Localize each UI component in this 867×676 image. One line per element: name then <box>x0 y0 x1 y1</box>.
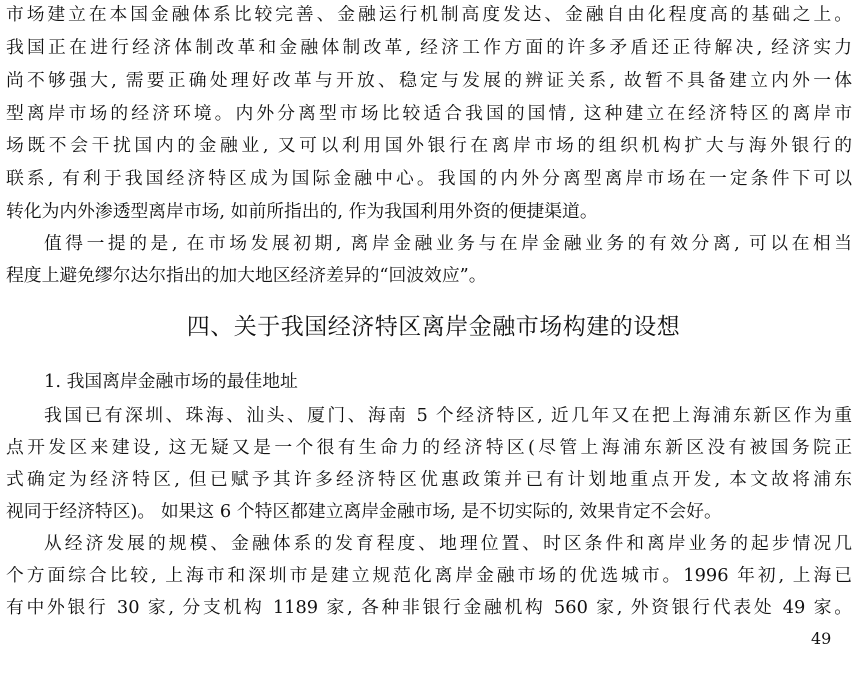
paragraph-line: 我国正在进行经济体制改革和金融体制改革, 经济工作方面的许多矛盾还正待解决, 经济实力 <box>6 37 852 58</box>
paragraph-line: 型离岸市场的经济环境。内外分离型市场比较适合我国的国情, 这种建立在经济特区的离岸市 <box>6 103 852 124</box>
paragraph-line: 尚不够强大, 需要正确处理好改革与开放、稳定与发展的辨证关系, 故暂不具备建立内外一体 <box>6 70 852 91</box>
subsection-heading: 1. 我国离岸金融市场的最佳地址 <box>44 371 298 392</box>
paragraph-line: 式确定为经济特区, 但已赋予其许多经济特区优惠政策并已有计划地重点开发, 本文故将浦东 <box>6 469 852 490</box>
paragraph-line: 我国已有深圳、珠海、汕头、厦门、海南 5 个经济特区, 近几年又在把上海浦东新区作为重 <box>44 405 852 426</box>
paragraph-line: 值得一提的是, 在市场发展初期, 离岸金融业务与在岸金融业务的有效分离, 可以在相当 <box>44 233 852 254</box>
paragraph-line: 市场建立在本国金融体系比较完善、金融运行机制高度发达、金融自由化程度高的基础之上。 <box>6 4 852 25</box>
paragraph-line: 程度上避免缪尔达尔指出的加大地区经济差异的“回波效应”。 <box>6 265 487 286</box>
paragraph-line: 联系, 有利于我国经济特区成为国际金融中心。我国的内外分离型离岸市场在一定条件下可以 <box>6 168 852 189</box>
paragraph-line: 有中外银行 30 家, 分支机构 1189 家, 各种非银行金融机构 560 家, 外资银行代表处 49 家。 <box>6 597 852 618</box>
paragraph-line: 场既不会干扰国内的金融业, 又可以利用国外银行在离岸市场的组织机构扩大与海外银行的 <box>6 135 852 156</box>
page-number: 49 <box>811 629 832 648</box>
paragraph-line: 个方面综合比较, 上海市和深圳市是建立规范化离岸金融市场的优选城市。1996 年初, 上海已 <box>6 565 852 586</box>
paragraph-line: 转化为内外渗透型离岸市场, 如前所指出的, 作为我国利用外资的便捷渠道。 <box>6 201 598 222</box>
section-heading: 四、关于我国经济特区离岸金融市场构建的设想 <box>186 314 681 340</box>
paragraph-line: 视同于经济特区)。 如果这 6 个特区都建立离岸金融市场, 是不切实际的, 效果肯定不会好。 <box>6 501 722 522</box>
paragraph-line: 从经济发展的规模、金融体系的发育程度、地理位置、时区条件和离岸业务的起步情况几 <box>44 533 852 554</box>
paragraph-line: 点开发区来建设, 这无疑又是一个很有生命力的经济特区(尽管上海浦东新区没有被国务院正 <box>6 437 852 458</box>
